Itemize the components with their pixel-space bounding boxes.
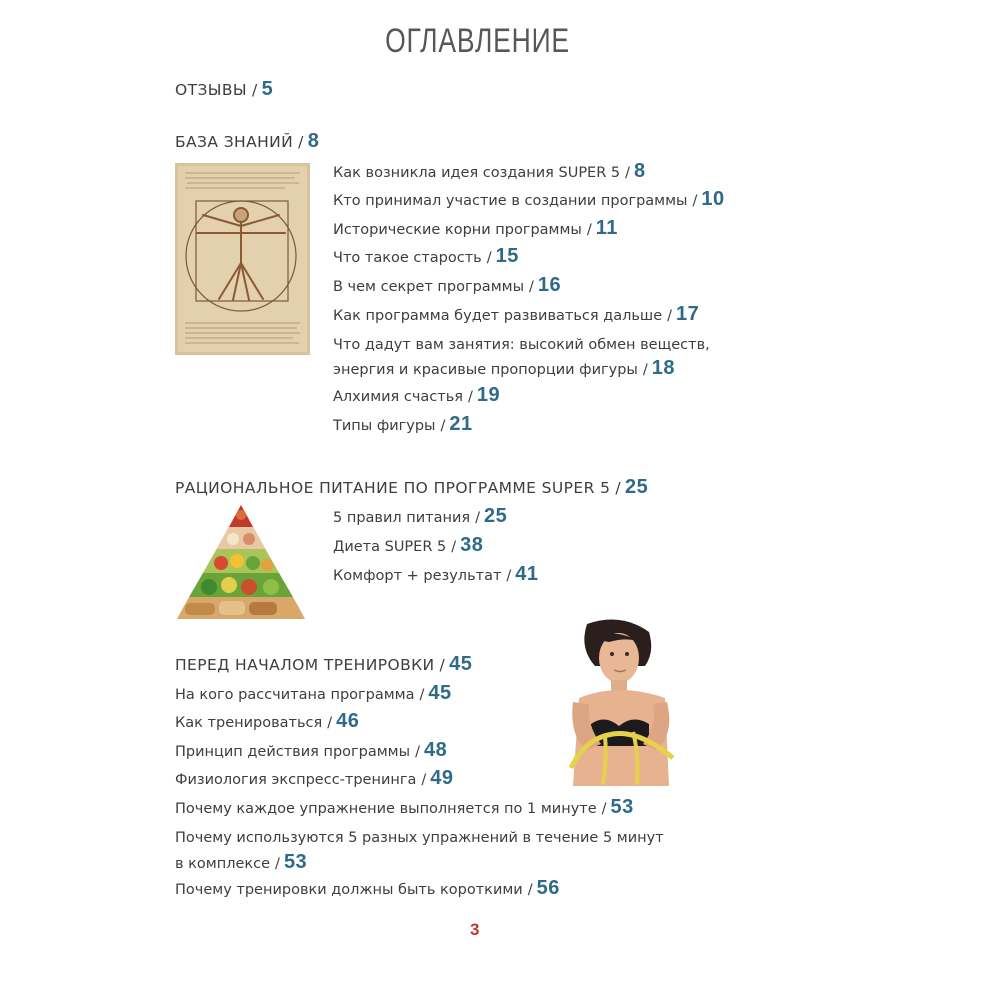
toc-page-number: 18 [651, 357, 675, 379]
toc-section-knowledge-base[interactable]: БАЗА ЗНАНИЙ / 8 [175, 130, 320, 152]
toc-item[interactable]: Почему каждое упражнение выполняется по 1 минуте / 53 [175, 796, 634, 818]
toc-item-label: Как возникла идея создания SUPER 5 [333, 165, 621, 181]
toc-item[interactable]: Исторические корни программы / 11 [333, 217, 618, 239]
toc-page-number: 8 [307, 130, 320, 152]
toc-item-label: В чем секрет программы [333, 279, 525, 295]
toc-page-number: 38 [460, 534, 484, 556]
page-number: 3 [470, 920, 480, 939]
food-pyramid-image [175, 503, 307, 621]
toc-item-label: Почему тренировки должны быть короткими [175, 882, 523, 898]
toc-page-number: 45 [428, 682, 452, 704]
toc-page-number: 56 [536, 877, 560, 899]
toc-item[interactable]: Как тренироваться / 46 [175, 710, 360, 732]
toc-item[interactable]: Принцип действия программы / 48 [175, 739, 448, 761]
toc-section-label: ПЕРЕД НАЧАЛОМ ТРЕНИРОВКИ [175, 656, 435, 674]
toc-page-number: 11 [595, 217, 618, 239]
toc-item-label: Что такое старость [333, 250, 482, 266]
toc-item-label: Почему каждое упражнение выполняется по 1 минуте [175, 801, 597, 817]
toc-page-number: 25 [624, 476, 649, 498]
toc-item[interactable]: Кто принимал участие в создании программы / 10 [333, 188, 725, 210]
toc-item[interactable]: Что дадут вам занятия: высокий обмен веществ, энергия и красивые пропорции фигуры / 18 [333, 334, 710, 382]
toc-item[interactable]: Алхимия счастья / 19 [333, 384, 501, 406]
vitruvian-man-image [175, 163, 310, 355]
toc-section-before-training[interactable]: ПЕРЕД НАЧАЛОМ ТРЕНИРОВКИ / 45 [175, 653, 473, 675]
toc-item[interactable]: Почему используются 5 разных упражнений в течение 5 минут в комплексе / 53 [175, 826, 664, 876]
toc-item-label-line2: энергия и красивые пропорции фигуры [333, 362, 638, 378]
toc-item-label: Физиология экспресс-тренинга [175, 772, 417, 788]
toc-page-number: 48 [423, 739, 448, 761]
toc-item[interactable]: Как возникла идея создания SUPER 5 / 8 [333, 160, 646, 182]
toc-page-number: 17 [676, 303, 700, 325]
toc-page-number: 45 [449, 653, 473, 675]
toc-page-number: 5 [261, 78, 274, 100]
toc-item[interactable]: Физиология экспресс-тренинга / 49 [175, 767, 454, 789]
toc-page-number: 19 [476, 384, 501, 406]
toc-page-number: 10 [701, 188, 725, 210]
toc-page-number: 8 [634, 160, 646, 182]
toc-page-number: 15 [495, 245, 519, 267]
toc-page-number: 21 [449, 413, 473, 435]
toc-item-label: Диета SUPER 5 [333, 539, 447, 555]
toc-item[interactable]: Диета SUPER 5 / 38 [333, 534, 484, 556]
toc-item[interactable]: На кого рассчитана программа / 45 [175, 682, 452, 704]
toc-item[interactable]: В чем секрет программы / 16 [333, 274, 562, 296]
toc-item-label: На кого рассчитана программа [175, 687, 415, 703]
toc-item-label: Принцип действия программы [175, 744, 411, 760]
toc-item[interactable]: Как программа будет развиваться дальше / 17 [333, 303, 700, 325]
toc-item-label: Исторические корни программы [333, 222, 582, 238]
toc-item-label: Что дадут вам занятия: высокий обмен веществ, [333, 337, 710, 353]
toc-item-label: Почему используются 5 разных упражнений в течение 5 минут [175, 830, 664, 846]
toc-page-number: 53 [283, 851, 308, 873]
page-title: ОГЛАВЛЕНИЕ [385, 22, 570, 60]
toc-item-label: Комфорт + результат [333, 568, 502, 584]
toc-page-number: 25 [484, 505, 508, 527]
toc-page-number: 16 [537, 274, 562, 296]
toc-item[interactable]: 5 правил питания / 25 [333, 505, 508, 527]
toc-section-label: РАЦИОНАЛЬНОЕ ПИТАНИЕ ПО ПРОГРАММЕ SUPER 5 [175, 479, 611, 497]
toc-section-label: БАЗА ЗНАНИЙ [175, 133, 294, 151]
toc-item[interactable]: Комфорт + результат / 41 [333, 563, 539, 585]
toc-section-nutrition[interactable]: РАЦИОНАЛЬНОЕ ПИТАНИЕ ПО ПРОГРАММЕ SUPER 5 / 25 [175, 476, 649, 498]
toc-page-number: 41 [515, 563, 539, 585]
toc-item-label: Алхимия счастья [333, 389, 463, 405]
toc-page-number: 46 [336, 710, 360, 732]
woman-measuring-tape-image [565, 618, 677, 786]
toc-item-label: Кто принимал участие в создании программы [333, 193, 688, 209]
toc-item[interactable]: Типы фигуры / 21 [333, 413, 473, 435]
toc-item-label-line2: в комплексе [175, 856, 271, 872]
toc-page-number: 53 [610, 796, 634, 818]
toc-item[interactable]: Почему тренировки должны быть короткими / 56 [175, 877, 560, 899]
toc-item-label: 5 правил питания [333, 510, 471, 526]
toc-section-label: ОТЗЫВЫ [175, 81, 247, 99]
toc-page-number: 49 [430, 767, 454, 789]
toc-item-label: Типы фигуры [333, 418, 436, 434]
toc-item-label: Как программа будет развиваться дальше [333, 308, 663, 324]
toc-item-label: Как тренироваться [175, 715, 323, 731]
toc-item[interactable]: Что такое старость / 15 [333, 245, 519, 267]
toc-section-reviews[interactable]: ОТЗЫВЫ / 5 [175, 78, 274, 100]
